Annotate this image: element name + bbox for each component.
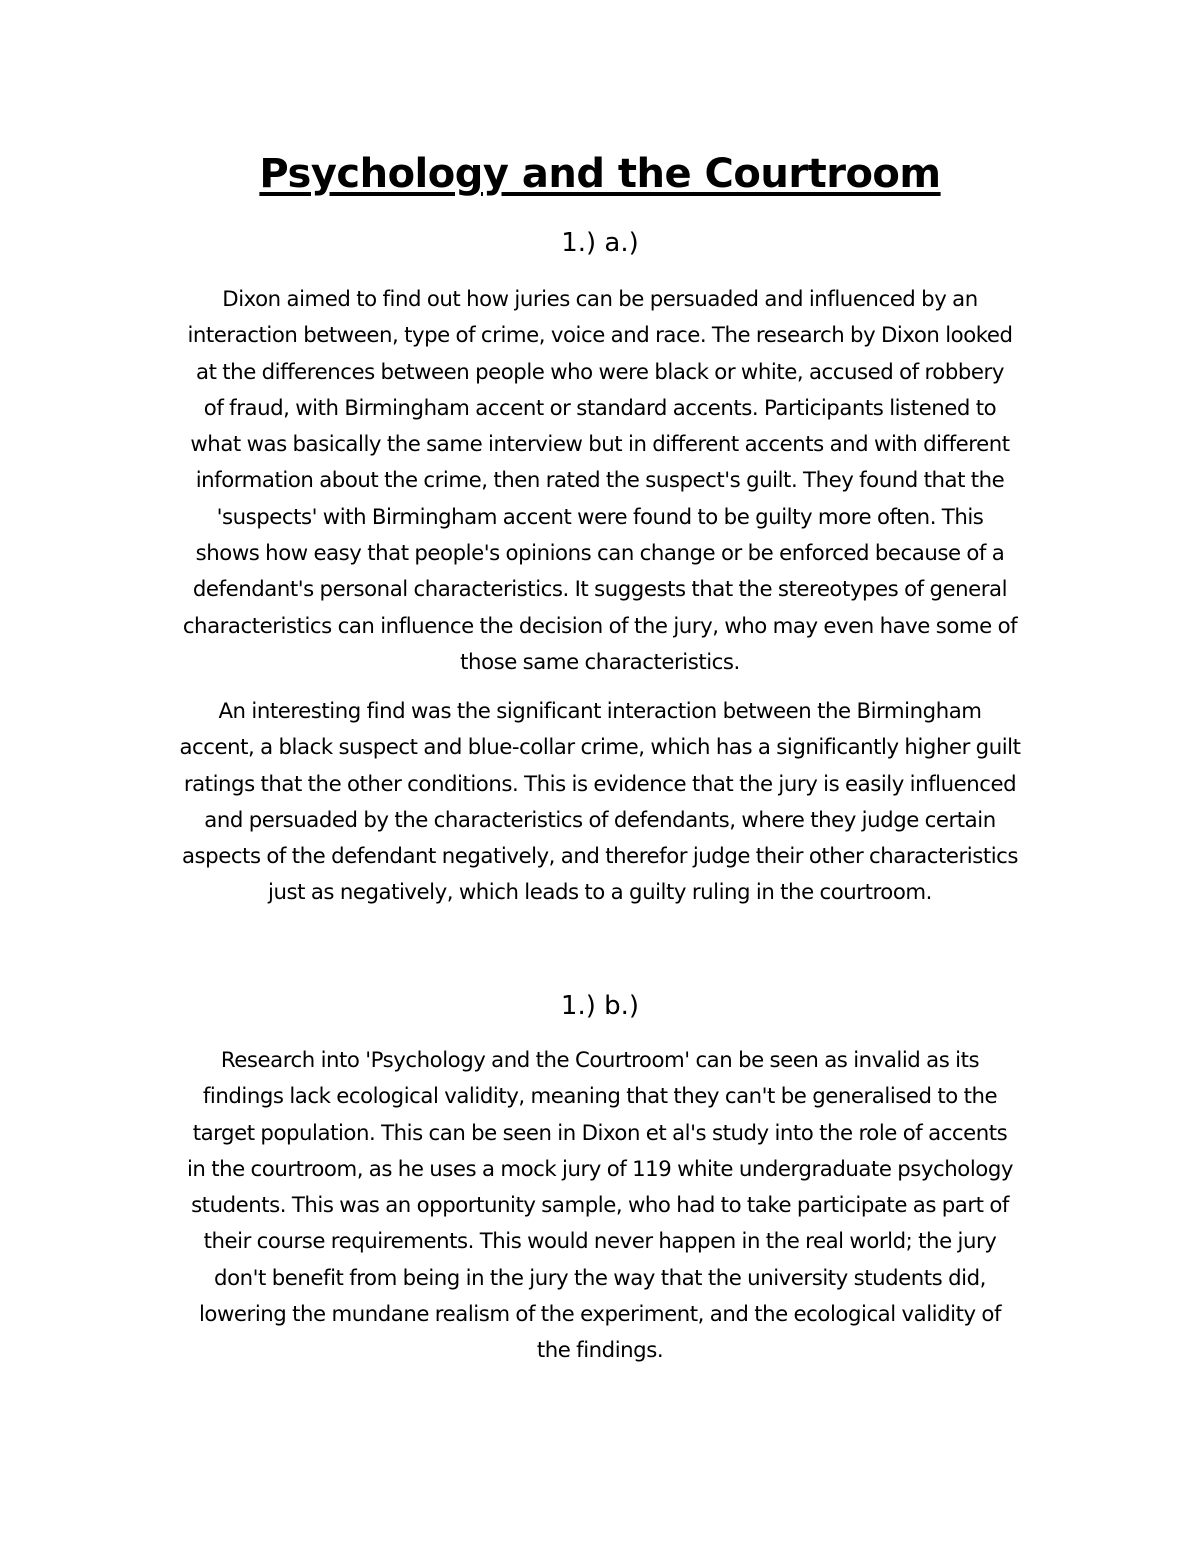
paragraph-line: 'suspects' with Birmingham accent were found to be guilty more often. This bbox=[216, 504, 984, 530]
paragraph-line: and persuaded by the characteristics of defendants, where they judge certain bbox=[204, 807, 996, 833]
paragraph-line: what was basically the same interview but in different accents and with different bbox=[190, 432, 1010, 458]
document-title: Psychology and the Courtroom bbox=[259, 151, 941, 197]
paragraph-line: those same characteristics. bbox=[460, 649, 740, 675]
paragraph-line: accent, a black suspect and blue-collar crime, which has a significantly higher guilt bbox=[179, 735, 1021, 761]
paragraph-line: interaction between, type of crime, voice and race. The research by Dixon looked bbox=[187, 323, 1013, 349]
paragraph-line: defendant's personal characteristics. It suggests that the stereotypes of general bbox=[192, 577, 1008, 603]
section-heading-1b: 1.) b.) bbox=[560, 991, 640, 1021]
paragraph-1a-first bbox=[140, 282, 1060, 681]
paragraph-line: findings lack ecological validity, meaning that they can't be generalised to the bbox=[202, 1084, 998, 1110]
paragraph-line: Research into 'Psychology and the Courtroom' can be seen as invalid as its bbox=[220, 1048, 980, 1073]
paragraph-1a-second bbox=[140, 694, 1060, 912]
paragraph-line: just as negatively, which leads to a guilty ruling in the courtroom. bbox=[268, 880, 932, 906]
paragraph-line: target population. This can be seen in Dixon et al's study into the role of accents bbox=[192, 1120, 1008, 1146]
paragraph-line: in the courtroom, as he uses a mock jury of 119 white undergraduate psychology bbox=[186, 1156, 1014, 1182]
paragraph-line: their course requirements. This would never happen in the real world; the jury bbox=[203, 1229, 997, 1255]
paragraph-line: students. This was an opportunity sample, who had to take participate as part of bbox=[191, 1193, 1009, 1219]
paragraph-line: at the differences between people who were black or white, accused of robbery bbox=[196, 359, 1004, 385]
paragraph-line: lowering the mundane realism of the experiment, and the ecological validity of bbox=[198, 1302, 1002, 1328]
paragraph-line: of fraud, with Birmingham accent or standard accents. Participants listened to bbox=[203, 395, 997, 421]
paragraph-line: aspects of the defendant negatively, and therefor judge their other characteristics bbox=[181, 844, 1019, 870]
paragraph-line: ratings that the other conditions. This is evidence that the jury is easily influenced bbox=[183, 771, 1017, 797]
section-heading-1a: 1.) a.) bbox=[561, 228, 639, 258]
paragraph-line: An interesting find was the significant interaction between the Birmingham bbox=[218, 699, 982, 724]
paragraph-line: Dixon aimed to find out how juries can be persuaded and influenced by an bbox=[222, 287, 978, 312]
paragraph-1b bbox=[140, 1043, 1060, 1370]
paragraph-line: don't benefit from being in the jury the way that the university students did, bbox=[214, 1265, 986, 1291]
paragraph-line: information about the crime, then rated the suspect's guilt. They found that the bbox=[195, 468, 1005, 494]
paragraph-line: characteristics can influence the decision of the jury, who may even have some of bbox=[182, 613, 1018, 639]
paragraph-line: the findings. bbox=[536, 1338, 664, 1364]
paragraph-line: shows how easy that people's opinions can change or be enforced because of a bbox=[195, 541, 1005, 567]
document-page bbox=[140, 0, 1060, 1553]
